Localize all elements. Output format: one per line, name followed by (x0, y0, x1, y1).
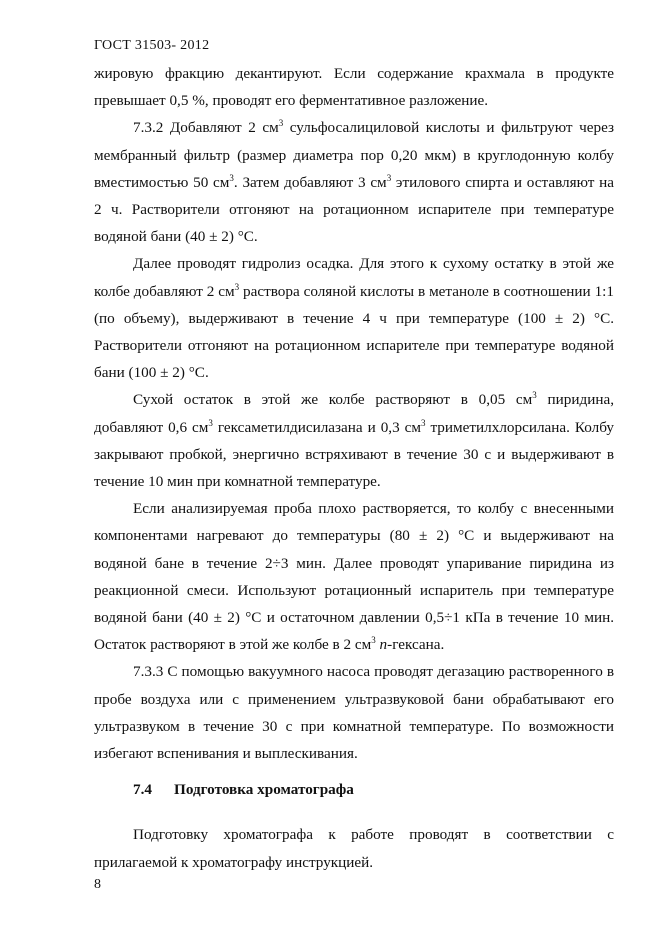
paragraph-7-3-2 (94, 114, 614, 250)
paragraph-text: . Затем добавляют 3 см (233, 173, 387, 191)
paragraph-text: пиридина, добавляют 0,6 см (94, 391, 614, 436)
paragraph-text: жировую фракцию декантируют. Если содержание крахмала в продукте превышает 0,5 %, проводят его ферментативное разложение. (94, 65, 614, 110)
paragraph-text: 7.3.3 С помощью вакуумного насоса проводят дегазацию растворенного в пробе воздуха или с применением ультразвуковой бани обрабатывают его ультразвуком в течение 30 с при комнатной температуре. По возможности избегают вспенивания и выплескивания. (94, 663, 614, 763)
document-body (94, 60, 614, 876)
italic-n: n (379, 636, 388, 654)
paragraph (94, 821, 614, 875)
superscript: 3 (278, 118, 284, 129)
superscript: 3 (234, 281, 240, 292)
paragraph-text: Подготовку хроматографа к работе проводят в соответствии с прилагаемой к хроматографу инструкцией. (94, 826, 614, 871)
paragraph-text: Если анализируемая проба плохо растворяется, то колбу с внесенными компонентами нагревают до температуры (80 ± 2) °С и выдерживают на водяной бане в течение 2÷3 мин. Далее проводят упаривание пиридина из реакционной смеси. Используют ротационный испаритель при температуре водяной бани (40 ± 2) °С и остаточном давлении 0,5÷1 кПа в течение 10 мин. Остаток растворяют в этой же колбе в 2 см (94, 500, 614, 654)
superscript: 3 (208, 417, 213, 428)
paragraph-text: этилового спирта и оставляют на 2 ч. Растворители отгоняют на ротационном испарителе при температуре водяной бани (40 ± 2) °С. (94, 173, 615, 246)
paragraph (94, 250, 614, 386)
paragraph-text: сульфосалициловой кислоты и фильтруют через мембранный фильтр (размер диаметра пор 0,20 мкм) в круглодонную колбу вместимостью 50 см (94, 119, 615, 191)
superscript: 3 (386, 172, 392, 183)
paragraph-text: гексаметилдисилазана и 0,3 см (212, 418, 422, 436)
superscript: 3 (371, 635, 376, 646)
paragraph-text: раствора соляной кислоты в метаноле в соотношении 1:1 (по объему), выдерживают в течение 4 ч при температуре (100 ± 2) °С. Растворители отгоняют на ротационном испарителе при температуре водяной бани (100 ± 2) °С. (94, 282, 614, 382)
superscript: 3 (229, 172, 234, 183)
paragraph-text: Далее проводят гидролиз осадка. Для этого к сухому остатку в этой же колбе добавляют 2 см (94, 255, 614, 300)
paragraph (94, 386, 614, 495)
superscript: 3 (532, 390, 537, 401)
section-heading (94, 776, 614, 803)
section-title: Подготовка хроматографа (174, 781, 354, 799)
paragraph-7-3-3 (94, 658, 614, 767)
paragraph-text: триметилхлорсилана. Колбу закрывают пробкой, энергично встряхивают в течение 30 с и выдерживают в течение 10 мин при комнатной температуре. (94, 418, 614, 491)
paragraph (94, 495, 614, 658)
paragraph-text: 7.3.2 Добавляют 2 см (133, 119, 279, 137)
section-number: 7.4 (133, 781, 152, 799)
page-header-standard: ГОСТ 31503- 2012 (94, 38, 210, 53)
page-number: 8 (94, 877, 101, 892)
superscript: 3 (421, 417, 426, 428)
paragraph-text: Сухой остаток в этой же колбе растворяют в 0,05 см (133, 391, 533, 409)
paragraph (94, 60, 614, 114)
paragraph-text: -гексана. (387, 636, 445, 654)
